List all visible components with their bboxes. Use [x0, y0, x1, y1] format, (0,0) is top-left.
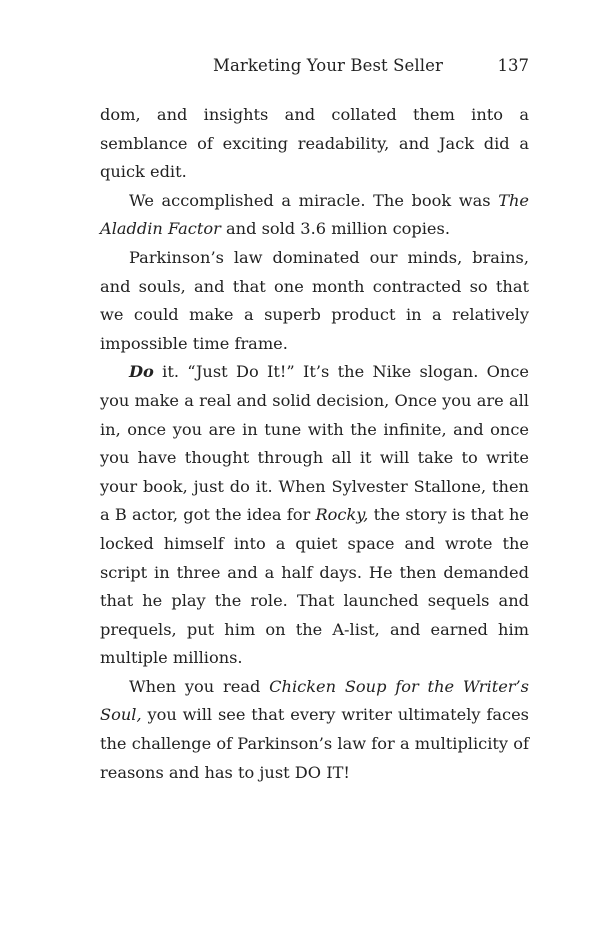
- body-text: [100, 101, 529, 787]
- paragraph-4: [100, 358, 529, 673]
- film-title-rocky: Rocky,: [315, 505, 369, 525]
- paragraph-5: [100, 673, 529, 787]
- page-number: 137: [497, 56, 529, 75]
- paragraph-5-text: When you read: [129, 676, 270, 696]
- paragraph-4-text-end: the story is that he locked himself into a quiet space and wrote the script in three and a half days. He then demanded that he play the role. That launched sequels and prequels, put him on the A-list, and earned him multiple millions.: [100, 505, 529, 668]
- page-header: [100, 56, 529, 80]
- paragraph-4-text: it. “Just Do It!” It’s the Nike slogan. Once you make a real and solid decision, Once you are all in, once you are in tune with the infinite, and once you have thought through all it will take to write your book, just do it. When Sylvester Stallone, then a B actor, got the idea for: [100, 362, 529, 525]
- emphasis-do: Do: [129, 362, 154, 382]
- paragraph-5-text-end: you will see that every writer ultimately faces the challenge of Parkinson’s law for a multiplicity of reasons and has to just DO IT!: [100, 705, 529, 782]
- paragraph-2: [100, 187, 529, 244]
- book-title-chicken-soup: Chicken Soup for the Writer’s Soul,: [100, 676, 529, 725]
- running-head: Marketing Your Best Seller: [213, 56, 443, 75]
- paragraph-3: Parkinson’s law dominated our minds, brains, and souls, and that one month contracted so that we could make a superb product in a relatively impossible time frame.: [100, 247, 529, 353]
- paragraph-2-text-end: and sold 3.6 million copies.: [220, 219, 450, 239]
- paragraph-1: dom, and insights and collated them into a semblance of exciting readability, and Jack did a quick edit.: [100, 105, 529, 182]
- book-title-aladdin-factor: The Aladdin Factor: [100, 190, 529, 239]
- paragraph-2-text: We accomplished a miracle. The book was: [129, 190, 499, 210]
